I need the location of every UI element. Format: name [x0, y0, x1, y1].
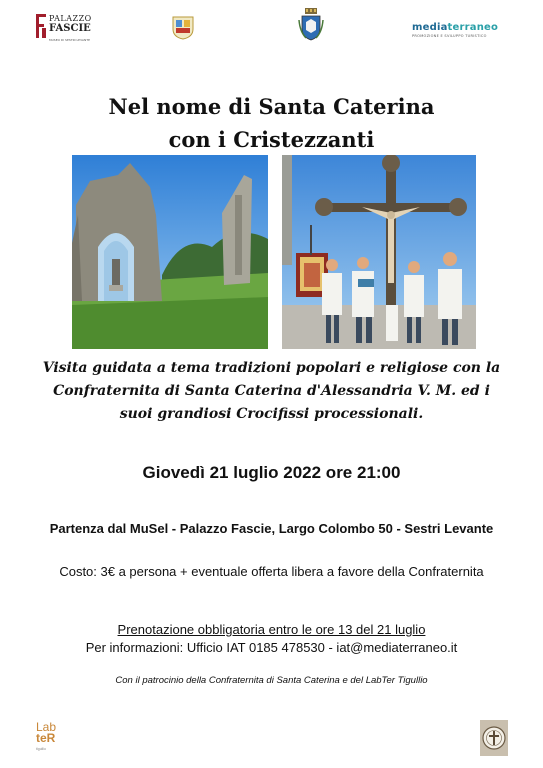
description-line-3: suoi grandiosi Crocifissi processionali. [119, 406, 424, 422]
event-description [40, 357, 503, 426]
title-line-2: con i Cristezzanti [168, 127, 375, 152]
mediaterraneo-logo [412, 22, 498, 38]
confraternita-seal-icon [480, 720, 508, 756]
departure-location: Partenza dal MuSel - Palazzo Fascie, Largo Colombo 50 - Sestri Levante [49, 521, 494, 536]
palazzo-fascie-mark-icon [36, 14, 46, 38]
mediaterraneo-name-a: media [412, 22, 448, 33]
mediaterraneo-name-b: terraneo [447, 22, 499, 33]
palazzo-fascie-line2: FASCIE [49, 23, 91, 34]
procession-crucifix-photo [282, 155, 476, 349]
labter-line-1: Lab [36, 720, 57, 734]
event-cost: Costo: 3€ a persona + eventuale offerta libera a favore della Confraternita [59, 564, 484, 579]
booking-notice: Prenotazione obbligatoria entro le ore 13 del 21 luglio [117, 622, 426, 637]
labter-line-3: tigullio [36, 747, 46, 751]
event-date: Giovedì 21 luglio 2022 ore 21:00 [142, 463, 401, 482]
palazzo-fascie-sub: MUSEO DI SESTRI LEVANTE [49, 38, 90, 42]
palazzo-fascie-logo [36, 14, 92, 45]
ruins-photo [72, 155, 268, 349]
description-line-1: Visita guidata a tema tradizioni popolari e religiose con la [42, 360, 501, 376]
regional-crest-icon [172, 16, 194, 40]
mediaterraneo-sub: PROMOZIONE E SVILUPPO TURISTICO [412, 34, 487, 38]
logo-row [0, 8, 543, 48]
contact-info: Per informazioni: Ufficio IAT 0185 478530 - iat@mediaterraneo.it [85, 640, 458, 655]
palazzo-fascie-line1: PALAZZO [49, 14, 92, 23]
labter-line-2: teR [36, 731, 56, 745]
patronage-note: Con il patrocinio della Confraternita di Santa Caterina e del LabTer Tigullio [115, 675, 428, 686]
title-line-1: Nel nome di Santa Caterina [108, 94, 435, 119]
labter-logo [36, 722, 56, 755]
page-title [0, 90, 543, 156]
city-coat-of-arms-icon [298, 8, 324, 42]
description-line-2: Confraternita di Santa Caterina d'Alessandria V. M. ed i [53, 383, 490, 399]
